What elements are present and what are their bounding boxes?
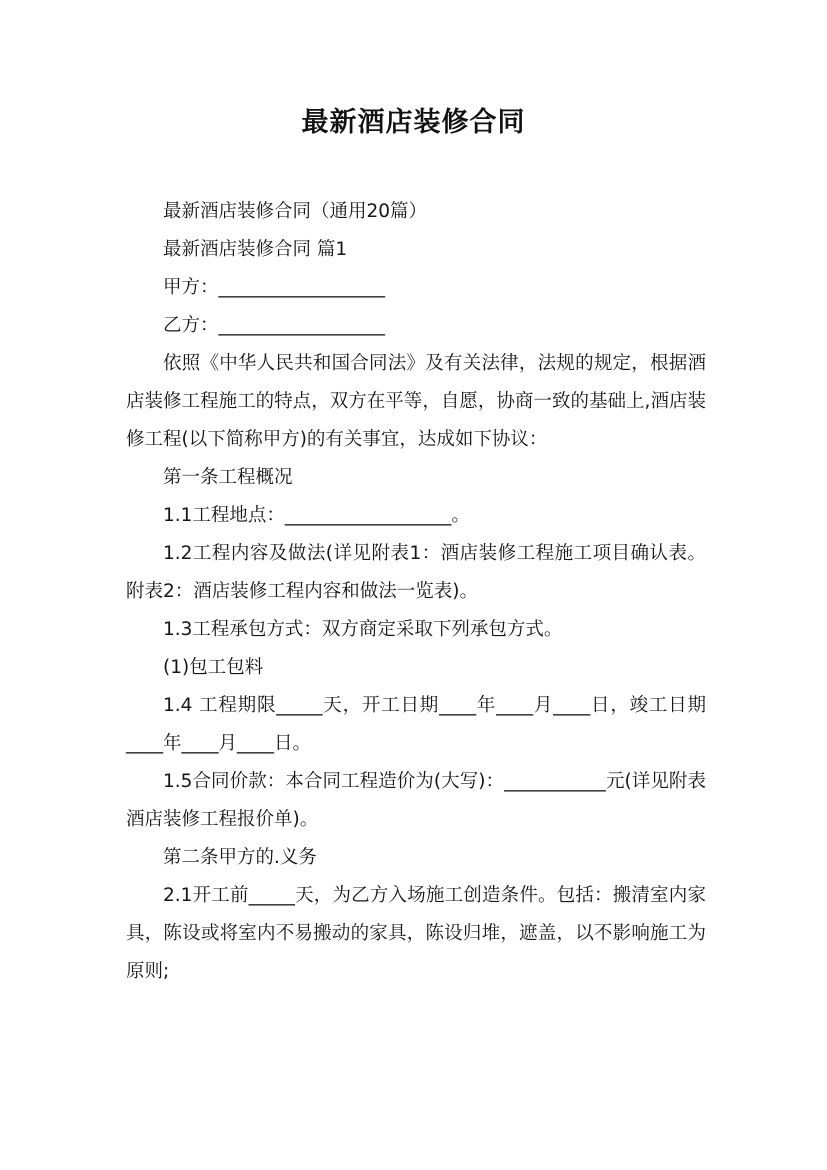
paragraph-party-b: 乙方：__________________ <box>163 315 386 336</box>
paragraph-preamble: 依照《中华人民共和国合同法》及有关法律，法规的规定，根据酒店装修工程施工的特点，双方在平等，自愿，协商一致的基础上,酒店装修工程(以下简称甲方)的有关事宜，达成如下协议： <box>126 353 706 450</box>
paragraph-section-heading: 最新酒店装修合同 篇1 <box>163 239 348 260</box>
paragraph-article-1-heading: 第一条工程概况 <box>163 467 293 488</box>
paragraph-clause-1-3-option: (1)包工包料 <box>163 657 264 678</box>
paragraph-party-a: 甲方：__________________ <box>163 277 386 298</box>
paragraph-clause-1-3: 1.3工程承包方式：双方商定采取下列承包方式。 <box>163 619 563 640</box>
paragraph-clause-1-5: 1.5合同价款：本合同工程造价为(大写)：___________元(详见附表酒店装修工程报价单)。 <box>126 771 706 830</box>
document-body <box>126 193 706 991</box>
paragraph-subtitle: 最新酒店装修合同（通用20篇） <box>163 201 428 222</box>
paragraph-clause-1-1: 1.1工程地点：__________________。 <box>163 505 470 526</box>
paragraph-clause-1-2: 1.2工程内容及做法(详见附表1：酒店装修工程施工项目确认表。附表2：酒店装修工程内容和做法一览表)。 <box>126 543 706 602</box>
document-title: 最新酒店装修合同 <box>301 107 526 138</box>
paragraph-article-2-heading: 第二条甲方的.义务 <box>163 847 317 868</box>
paragraph-clause-1-4: 1.4 工程期限_____天，开工日期____年____月____日，竣工日期____年____月____日。 <box>126 695 706 754</box>
paragraph-clause-2-1: 2.1开工前_____天，为乙方入场施工创造条件。包括：搬清室内家具，陈设或将室内不易搬动的家具，陈设归堆，遮盖，以不影响施工为原则; <box>126 885 706 982</box>
